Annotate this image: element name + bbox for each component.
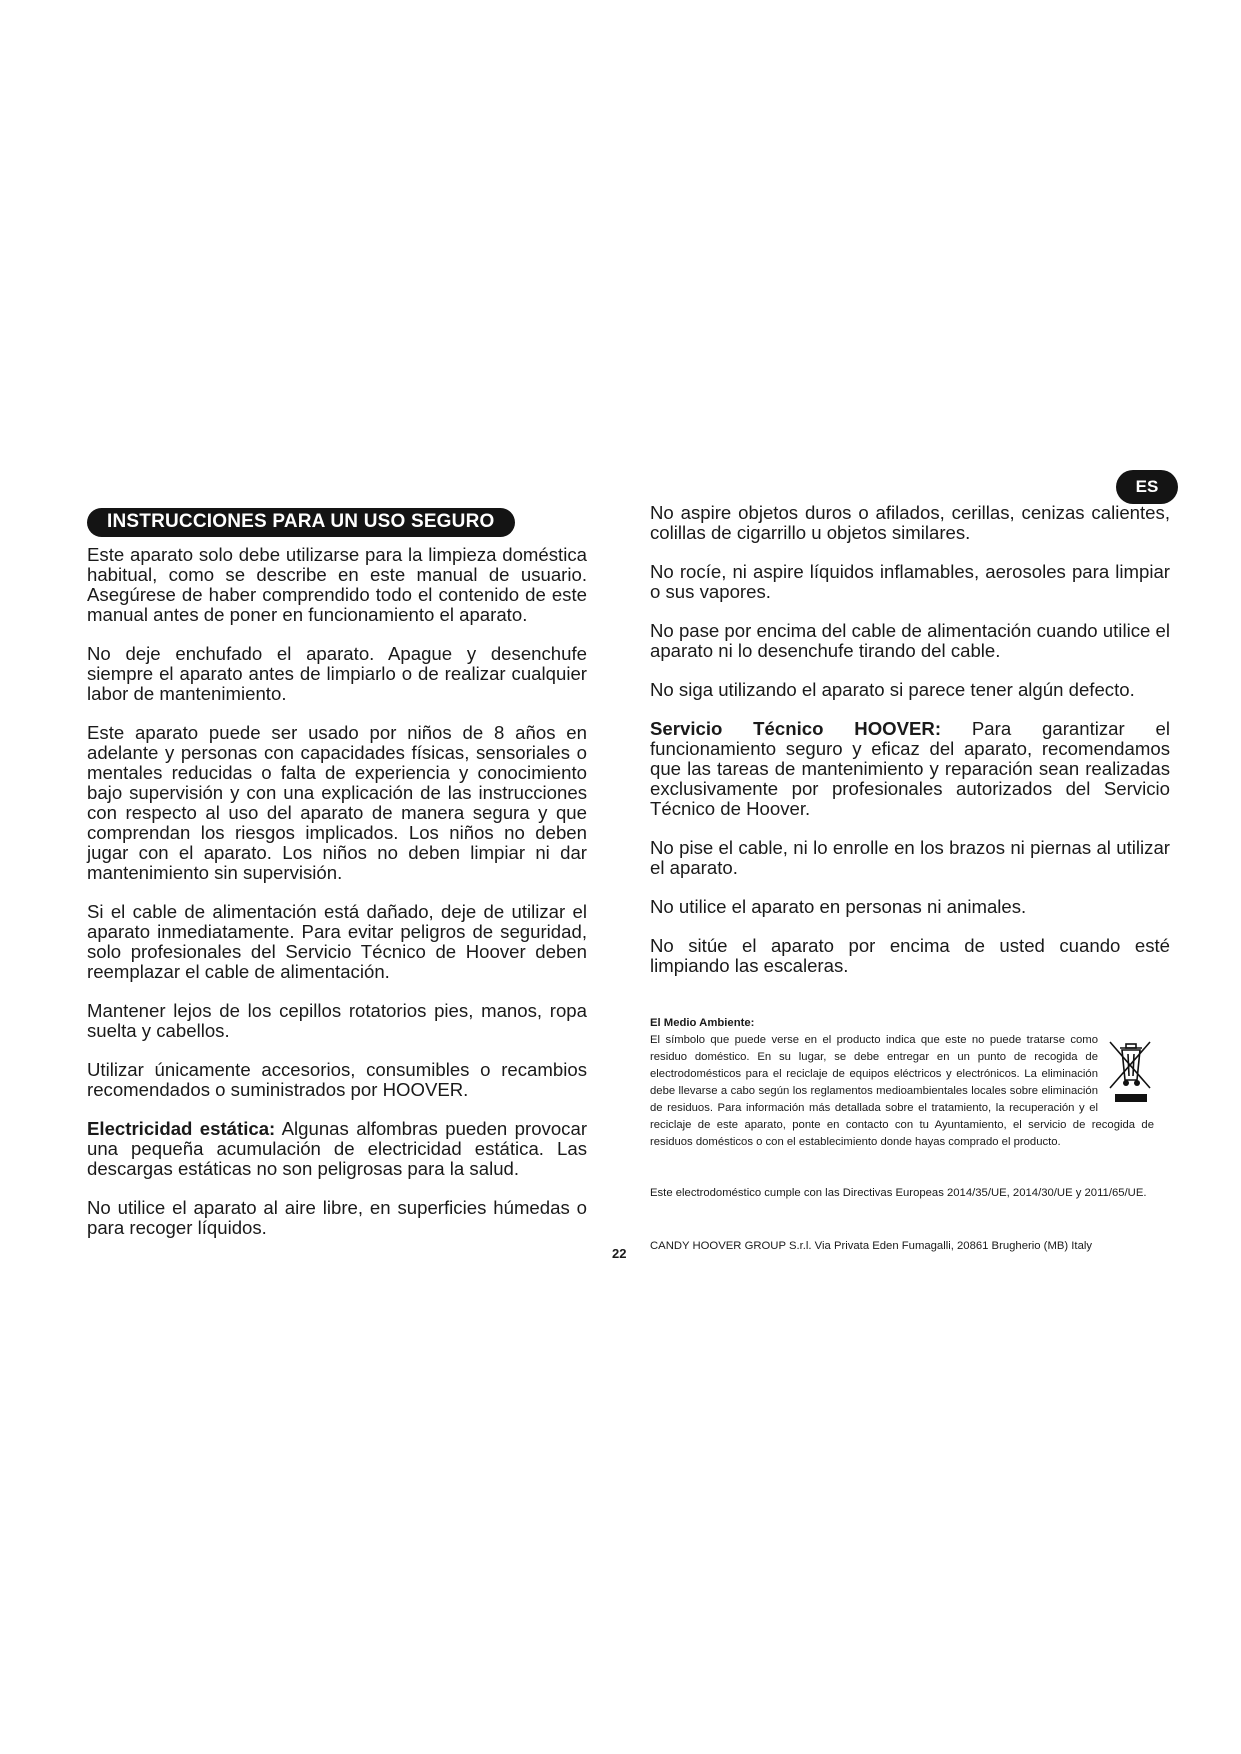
language-badge: ES: [1116, 470, 1178, 504]
static-label: Electricidad estática:: [87, 1118, 276, 1139]
service-label: Servicio Técnico HOOVER:: [650, 718, 942, 739]
right-column: [650, 503, 1170, 995]
paragraph: No utilice el aparato al aire libre, en superficies húmedas o para recoger líquidos.: [87, 1197, 587, 1238]
paragraph: Este aparato solo debe utilizarse para la limpieza doméstica habitual, como se describe en este manual de usuario. Asegúrese de haber comprendido todo el contenido de este manual antes de poner en funcionamiento el aparato.: [87, 544, 587, 625]
weee-crossed-bin-icon: [1106, 1038, 1154, 1106]
paragraph: No siga utilizando el aparato si parece tener algún defecto.: [650, 679, 1135, 700]
service-text: Para garantizar el funcionamiento seguro y eficaz del aparato, recomendamos que las tareas de mantenimiento y reparación sean realizadas exclusivamente por profesionales autorizados del Servicio Técnico de Hoover.: [650, 718, 1170, 819]
paragraph: Este aparato puede ser usado por niños de 8 años en adelante y personas con capacidades físicas, sensoriales o mentales reducidas o falta de experiencia y conocimiento bajo supervisión y con una explicación de las instrucciones con respecto al uso del aparato de manera segura y que comprendan los riesgos implicados. Los niños no deben jugar con el aparato. Los niños no deben limpiar ni dar mantenimiento sin supervisión.: [87, 722, 587, 883]
section-heading: INSTRUCCIONES PARA UN USO SEGURO: [87, 508, 515, 537]
paragraph: Si el cable de alimentación está dañado, deje de utilizar el aparato inmediatamente. Para evitar peligros de seguridad, solo profesionales del Servicio Técnico de Hoover deben reemplazar el cable de alimentación.: [87, 901, 587, 982]
static-electricity-paragraph: [87, 1119, 587, 1179]
paragraph: Utilizar únicamente accesorios, consumibles o recambios recomendados o suministrados por HOOVER.: [87, 1059, 587, 1100]
paragraph: No utilice el aparato en personas ni animales.: [650, 896, 1027, 917]
service-paragraph: [650, 719, 1170, 819]
paragraph: No rocíe, ni aspire líquidos inflamables, aerosoles para limpiar o sus vapores.: [650, 561, 1170, 602]
static-text: Algunas alfombras pueden provocar una pequeña acumulación de electricidad estática. Las descargas estáticas no son peligrosas para la salud.: [87, 1118, 588, 1179]
page-number: 22: [612, 1246, 627, 1261]
paragraph: No pise el cable, ni lo enrolle en los brazos ni piernas al utilizar el aparato.: [650, 837, 1170, 878]
environment-text: El símbolo que puede verse en el producto indica que este no puede tratarse como residuo doméstico. En su lugar, se debe entregar en un punto de recogida de electrodomésticos para el reciclaje de equipos eléctricos y electrónicos. La eliminación debe llevarse a cabo según los reglamentos medioambientales locales sobre eliminación de residuos. Para información más detallada sobre el tratamiento, la recuperación y el reciclaje de este aparato, ponte en contacto con tu Ayuntamiento, el servicio de recogida de residuos domésticos o con el establecimiento donde hayas comprado el producto.: [650, 1034, 1154, 1148]
paragraph: No aspire objetos duros o afilados, cerillas, cenizas calientes, colillas de cigarrillo u objetos similares.: [650, 502, 1170, 543]
environment-title: El Medio Ambiente:: [650, 1017, 755, 1029]
company-address: CANDY HOOVER GROUP S.r.l. Via Privata Eden Fumagalli, 20861 Brugherio (MB) Italy: [650, 1240, 1093, 1252]
left-column: [87, 508, 587, 1257]
paragraph: Mantener lejos de los cepillos rotatorios pies, manos, ropa suelta y cabellos.: [87, 1000, 587, 1041]
environment-section: [650, 1015, 1154, 1151]
paragraph: No deje enchufado el aparato. Apague y desenchufe siempre el aparato antes de limpiarlo o de realizar cualquier labor de mantenimiento.: [87, 643, 587, 704]
directives-text: Este electrodoméstico cumple con las Directivas Europeas 2014/35/UE, 2014/30/UE y 2011/65/UE.: [650, 1187, 1147, 1199]
paragraph: No pase por encima del cable de alimentación cuando utilice el aparato ni lo desenchufe tirando del cable.: [650, 620, 1170, 661]
paragraph: No sitúe el aparato por encima de usted cuando esté limpiando las escaleras.: [650, 935, 1170, 976]
